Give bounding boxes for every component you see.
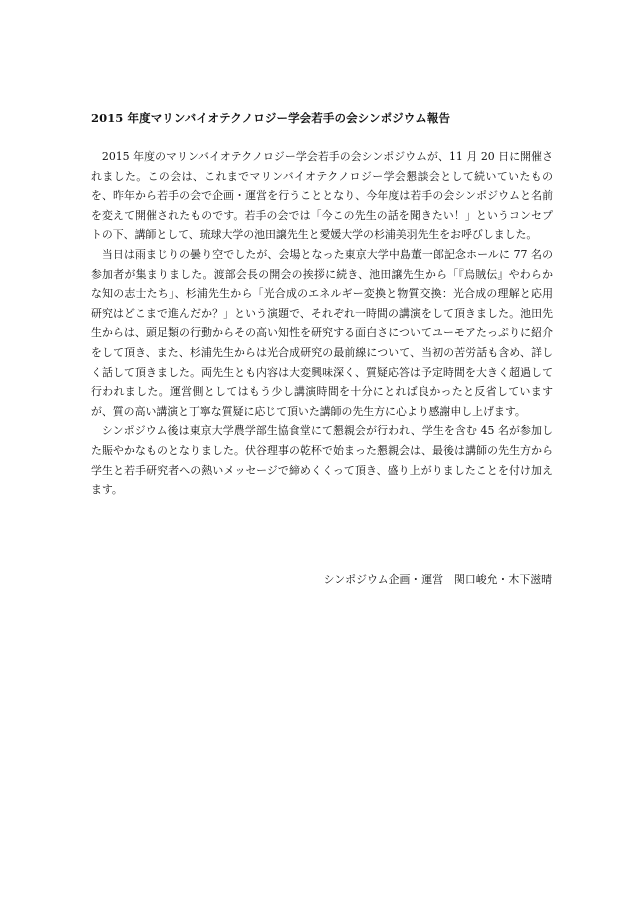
report-title: 2015 年度マリンバイオテクノロジー学会若手の会シンポジウム報告 xyxy=(91,111,451,125)
paragraph-introduction: 2015 年度のマリンバイオテクノロジー学会若手の会シンポジウムが、11 月 20 日に開催されました。この会は、これまでマリンバイオテクノロジー学会懇談会として続いていたものを、昨年から若手の会で企画・運営を行うこととなり、今年度は若手の会シンポジウムと名前を変えて開催されたものです。若手の会では「今この先生の話を聞きたい！」というコンセプトの下、講師として、琉球大学の池田譲先生と愛媛大学の杉浦美羽先生をお呼びしました。 xyxy=(91,150,553,242)
signature-line: シンポジウム企画・運営 関口峻允・木下滋晴 xyxy=(323,573,552,586)
paragraph-event-day: 当日は雨まじりの曇り空でしたが、会場となった東京大学中島董一郎記念ホールに 77 名の参加者が集まりました。渡部会長の開会の挨拶に続き、池田譲先生から「『烏賊伝』やわらかな知の志士たち」、杉浦先生から「光合成のエネルギー変換と物質交換：光合成の理解と応用研究はどこまで進んだか？」という演題で、それぞれ一時間の講演をして頂きました。池田先生からは、頭足類の行動からその高い知性を研究する面白さについてユーモアたっぷりに紹介をして頂き、また、杉浦先生からは光合成研究の最前線について、当初の苦労話も含め、詳しく話して頂きました。両先生とも内容は大変興味深く、質疑応答は予定時間を大きく超過して行われました。運営側としてはもう少し講演時間を十分にとれば良かったと反省していますが、質の高い講演と丁寧な質疑に応じて頂いた講師の先生方に心より感謝申し上げます。 xyxy=(91,247,553,418)
report-body xyxy=(91,147,553,500)
paragraph-reception: シンポジウム後は東京大学農学部生協食堂にて懇親会が行われ、学生を含む 45 名が参加した賑やかなものとなりました。伏谷理事の乾杯で始まった懇親会は、最後は講師の先生方から学生と若手研究者への熱いメッセージで締めくくって頂き、盛り上がりましたことを付け加えます。 xyxy=(91,424,553,497)
